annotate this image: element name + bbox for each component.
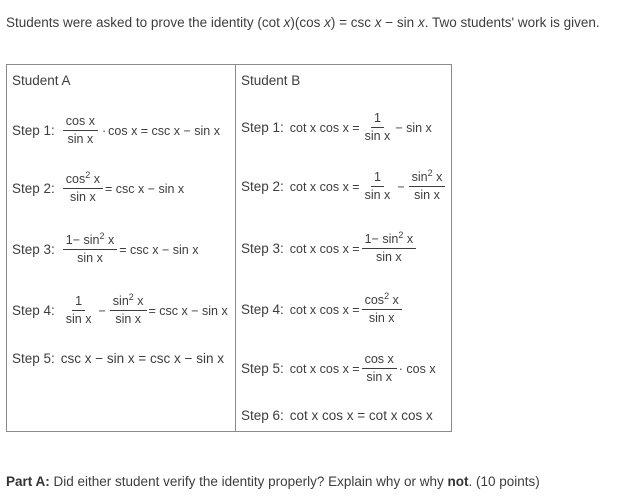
student-a-step-1: Step 1: $\frac{\text{cos x}}{\text{sin x}}$ · cos x = csc x − sin x bbox=[12, 114, 220, 146]
fraction: $\frac{\sin^2 x}{\text{sin x}}$ bbox=[409, 170, 446, 203]
fraction: $\frac{1}{\text{sin x}}$ bbox=[364, 111, 391, 143]
student-b-step-2: Step 2: cot x cos x = $\frac{1}{\text{sin x}}$ − $\frac{\sin^2 x}{\text{sin x}}$ bbox=[241, 170, 447, 203]
part-a-question: Part A: Did either student verify the identity properly? Explain why or why not. (10 points) bbox=[6, 474, 540, 489]
fraction: $\frac{\cos^2 x}{\text{sin x}}$ bbox=[63, 172, 103, 205]
student-a-column bbox=[7, 65, 236, 432]
student-a-step-5: Step 5: csc x − sin x = csc x − sin x bbox=[12, 351, 224, 366]
student-a-step-2: Step 2: $\frac{\cos^2 x}{\text{sin x}}$ = csc x − sin x bbox=[12, 170, 185, 204]
fraction: $\frac{\text{cos x}}{\text{sin x}}$ bbox=[362, 352, 397, 385]
student-a-step-4: Step 4: $\frac{1}{\text{sin x}}$ − $\frac{\sin^2 x}{\text{sin x}}$ = csc x − sin x bbox=[12, 292, 228, 326]
intro-text: Students were asked to prove the identity (cot x)(cos x) = csc x − sin x. Two students' work is given. bbox=[6, 15, 600, 30]
fraction: $\frac{1}{\text{sin x}}$ bbox=[65, 294, 92, 326]
student-b-step-3: Step 3: cot x cos x = $\frac{1- \sin^2 x}{\text{sin x}}$ bbox=[241, 232, 418, 265]
student-b-step-5: Step 5: cot x cos x = $\frac{\text{cos x}}{\text{sin x}}$ · cos x bbox=[241, 352, 436, 384]
student-b-step-1: Step 1: cot x cos x = $\frac{1}{\text{sin x}}$ − sin x bbox=[241, 111, 432, 143]
fraction: $\frac{1- \sin^2 x}{\text{sin x}}$ bbox=[63, 233, 117, 266]
fraction: $\frac{1- \sin^2 x}{\text{sin x}}$ bbox=[362, 232, 416, 265]
student-a-step-3: Step 3: $\frac{1- \sin^2 x}{\text{sin x}}$ = csc x − sin x bbox=[12, 231, 199, 265]
student-a-heading: Student A bbox=[12, 73, 71, 88]
student-work-table bbox=[6, 64, 452, 432]
fraction: $\frac{\sin^2 x}{\text{sin x}}$ bbox=[110, 294, 147, 327]
fraction: $\frac{1}{\text{sin x}}$ bbox=[364, 170, 391, 202]
fraction: $\frac{\text{cos x}}{\text{sin x}}$ bbox=[63, 114, 98, 147]
student-b-heading: Student B bbox=[241, 73, 301, 88]
fraction: $\frac{\cos^2 x}{\text{sin x}}$ bbox=[362, 293, 402, 326]
student-b-step-6: Step 6: cot x cos x = cot x cos x bbox=[241, 408, 433, 423]
student-b-step-4: Step 4: cot x cos x = $\frac{\cos^2 x}{\text{sin x}}$ bbox=[241, 293, 404, 326]
student-b-column bbox=[236, 65, 452, 432]
